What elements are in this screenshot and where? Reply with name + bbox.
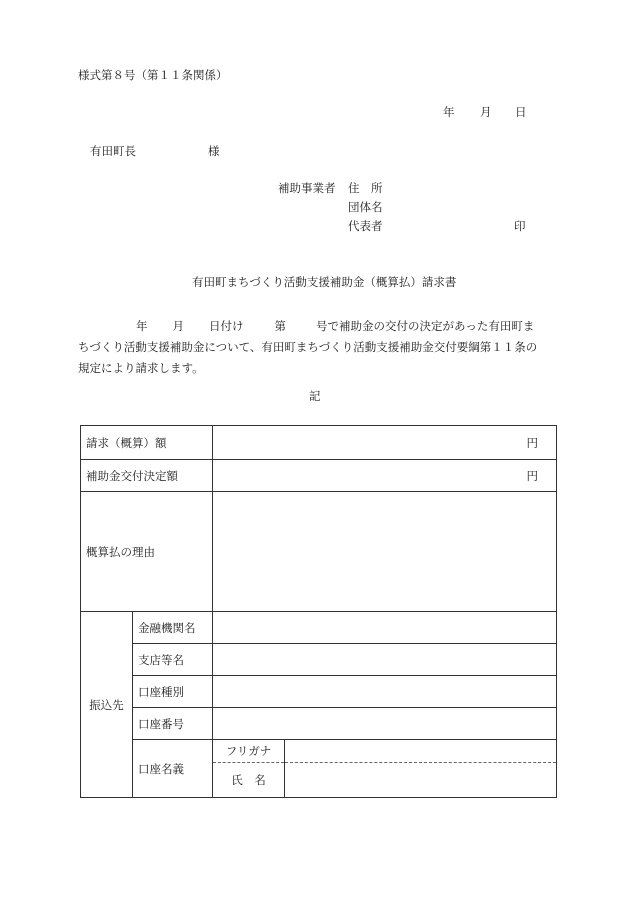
- applicant-heading: 補助事業者: [278, 181, 336, 195]
- representative-label: 代表者: [348, 219, 383, 233]
- transfer-label: 振込先: [81, 612, 133, 798]
- form-number: 様式第８号（第１１条関係）: [78, 68, 228, 82]
- body-line-2: ちづくり活動支援補助金について、有田町まちづくり活動支援補助金交付要綱第１１条の: [78, 340, 538, 354]
- body-line-3: 規定により請求します。: [78, 361, 204, 375]
- furigana-row: [81, 740, 557, 763]
- bank-name-field: [213, 612, 557, 644]
- body-line-1: [78, 316, 556, 337]
- body-line-1-rest: 号で補助金の交付の決定があった有田町ま: [316, 319, 535, 333]
- decision-amount-label: 補助金交付決定額: [81, 460, 213, 492]
- addressee-name: 有田町長: [90, 144, 136, 158]
- reason-row: [81, 492, 557, 612]
- addressee-honorific: 様: [208, 144, 220, 158]
- body-number-prefix: 第: [274, 319, 286, 333]
- account-type-row: [81, 676, 557, 708]
- account-type-label: 口座種別: [133, 676, 213, 708]
- date-year-label: 年: [443, 105, 455, 119]
- branch-field: [213, 644, 557, 676]
- decision-amount-row: [81, 460, 557, 492]
- body-day: 日付け: [209, 319, 244, 333]
- holder-name-label: 氏 名: [213, 763, 285, 798]
- request-table: [80, 425, 557, 798]
- account-number-label: 口座番号: [133, 708, 213, 740]
- date-day-label: 日: [515, 105, 527, 119]
- account-number-field: [213, 708, 557, 740]
- request-amount-yen: 円: [213, 426, 557, 460]
- body-paragraph: [78, 316, 556, 379]
- request-amount-row: [81, 426, 557, 460]
- account-holder-label: 口座名義: [133, 740, 213, 798]
- seal-mark: 印: [514, 219, 526, 233]
- reason-field: [213, 492, 557, 612]
- group-name-label: 団体名: [348, 200, 383, 214]
- furigana-field: [285, 740, 557, 763]
- date-month-label: 月: [480, 105, 492, 119]
- address-label: 住 所: [348, 181, 383, 195]
- request-amount-label: 請求（概算）額: [81, 426, 213, 460]
- branch-row: [81, 644, 557, 676]
- account-number-row: [81, 708, 557, 740]
- branch-label: 支店等名: [133, 644, 213, 676]
- bank-name-label: 金融機関名: [133, 612, 213, 644]
- account-type-field: [213, 676, 557, 708]
- decision-amount-yen: 円: [213, 460, 557, 492]
- bank-row: [81, 612, 557, 644]
- reason-label: 概算払の理由: [81, 492, 213, 612]
- body-month: 月: [172, 319, 184, 333]
- document-title: 有田町まちづくり活動支援補助金（概算払）請求書: [192, 275, 457, 289]
- holder-name-field: [285, 763, 557, 798]
- furigana-label: フリガナ: [213, 740, 285, 763]
- ki-heading: 記: [309, 389, 321, 403]
- body-year: 年: [136, 319, 148, 333]
